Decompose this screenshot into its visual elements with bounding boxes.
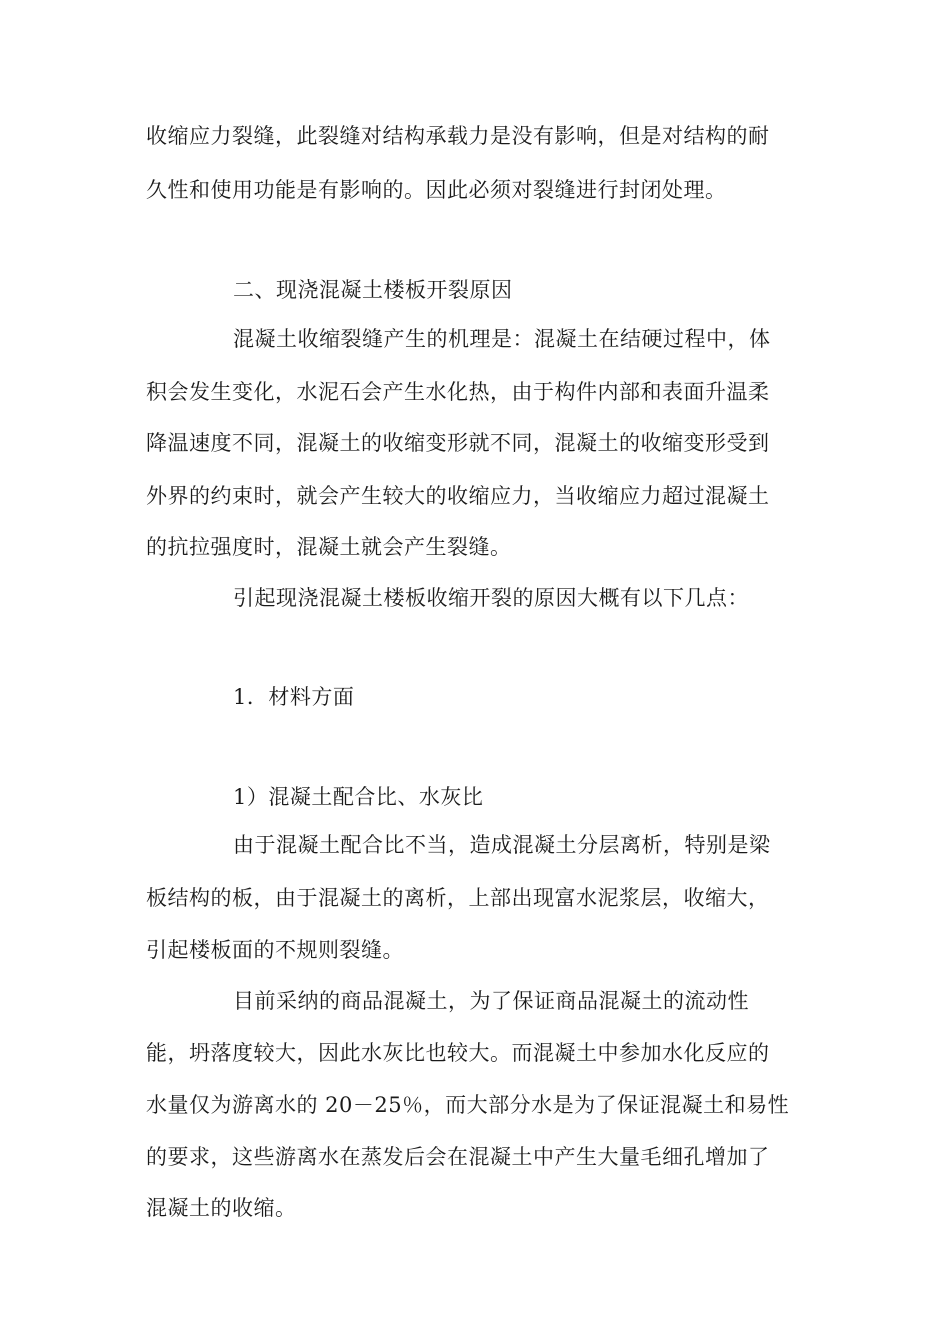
paragraph-line: 的要求，这些游离水在蒸发后会在混凝土中产生大量毛细孔增加了 [146, 1145, 770, 1169]
paragraph-line: 引起楼板面的不规则裂缝。 [146, 938, 404, 962]
paragraph-line: 外界的约束时，就会产生较大的收缩应力，当收缩应力超过混凝土 [146, 484, 770, 508]
paragraph-line: 由于混凝土配合比不当，造成混凝土分层离析，特别是梁 [233, 833, 771, 857]
subsection-heading: 1）混凝土配合比、水灰比 [233, 785, 484, 809]
paragraph-line: 收缩应力裂缝，此裂缝对结构承载力是没有影响，但是对结构的耐 [146, 124, 770, 148]
paragraph-line: 降温速度不同，混凝土的收缩变形就不同，混凝土的收缩变形受到 [146, 431, 770, 455]
paragraph-line: 混凝土的收缩。 [146, 1196, 297, 1220]
paragraph-line: 引起现浇混凝土楼板收缩开裂的原因大概有以下几点： [233, 586, 749, 610]
paragraph-line: 久性和使用功能是有影响的。因此必须对裂缝进行封闭处理。 [146, 178, 727, 202]
subsection-heading: 1．材料方面 [233, 685, 355, 709]
paragraph-line: 混凝土收缩裂缝产生的机理是：混凝土在结硬过程中，体 [233, 327, 771, 351]
paragraph-line: 板结构的板，由于混凝土的离析，上部出现富水泥浆层，收缩大， [146, 886, 770, 910]
paragraph-line: 目前采纳的商品混凝土，为了保证商品混凝土的流动性 [233, 989, 749, 1013]
paragraph-line: 积会发生变化，水泥石会产生水化热，由于构件内部和表面升温柔 [146, 380, 770, 404]
section-heading: 二、现浇混凝土楼板开裂原因 [233, 278, 513, 302]
paragraph-line: 的抗拉强度时，混凝土就会产生裂缝。 [146, 535, 512, 559]
paragraph-line: 水量仅为游离水的 20－25％，而大部分水是为了保证混凝土和易性 [146, 1093, 790, 1117]
paragraph-line: 能，坍落度较大，因此水灰比也较大。而混凝土中参加水化反应的 [146, 1041, 770, 1065]
